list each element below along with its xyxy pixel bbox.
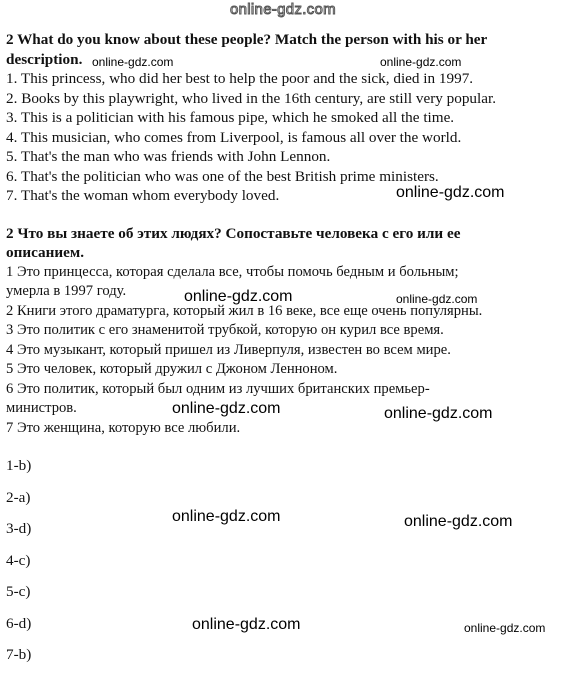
answer-3: 3-d): [6, 520, 32, 537]
russian-line-2: умерла в 1997 году.: [6, 283, 127, 299]
russian-heading-line-1: 2 Что вы знаете об этих людях? Сопоставьте человека с его или ее: [6, 224, 461, 242]
watermark: online-gdz.com: [396, 292, 478, 306]
watermark: online-gdz.com: [396, 184, 505, 201]
watermark: online-gdz.com: [192, 616, 301, 633]
russian-line-8: министров.: [6, 400, 77, 416]
english-heading-line-2: description.: [6, 50, 83, 68]
russian-line-6: 5 Это человек, который дружил с Джоном Ленноном.: [6, 361, 338, 377]
english-item-4: 4. This musician, who comes from Liverpool, is famous all over the world.: [6, 128, 462, 146]
watermark: online-gdz.com: [184, 288, 293, 305]
answer-list: [6, 456, 31, 677]
top-watermark: online-gdz.com: [230, 1, 336, 18]
russian-line-5: 4 Это музыкант, который пришел из Ливерпуля, известен во всем мире.: [6, 341, 451, 358]
english-heading-line-1: 2 What do you know about these people? Match the person with his or her: [6, 31, 488, 48]
russian-line-9: 7 Это женщина, которую все любили.: [6, 419, 241, 436]
answer-7: 7-b): [6, 646, 32, 663]
watermark: online-gdz.com: [384, 405, 493, 422]
watermark: online-gdz.com: [404, 513, 513, 530]
russian-line-7: 6 Это политик, который был одним из лучших британских премьер-: [6, 380, 430, 397]
answer-1: 1-b): [6, 457, 32, 474]
answer-4: 4-c): [6, 551, 31, 569]
watermark: online-gdz.com: [464, 621, 546, 635]
russian-line-3: 2 Книги этого драматурга, который жил в 16 веке, все еще очень популярны.: [6, 302, 483, 319]
russian-heading-line-2: описанием.: [6, 244, 84, 261]
answer-5: 5-c): [6, 583, 31, 600]
watermark: online-gdz.com: [172, 400, 281, 417]
watermark: online-gdz.com: [172, 508, 281, 525]
english-item-3: 3. This is a politician with his famous pipe, which he smoked all the time.: [6, 109, 455, 126]
english-item-6: 6. That's the politician who was one of the best British prime ministers.: [6, 167, 439, 185]
russian-line-1: 1 Это принцесса, которая сделала все, чтобы помочь бедным и больным;: [6, 263, 459, 280]
answer-2: 2-a): [6, 488, 31, 506]
watermark: online-gdz.com: [92, 55, 174, 69]
english-item-7: 7. That's the woman whom everybody loved.: [6, 187, 280, 204]
english-item-2: 2. Books by this playwright, who lived in the 16th century, are still very popular.: [6, 89, 497, 107]
watermark: online-gdz.com: [380, 55, 462, 69]
english-item-1: 1. This princess, who did her best to help the poor and the sick, died in 1997.: [6, 70, 474, 87]
english-item-5: 5. That's the man who was friends with John Lennon.: [6, 148, 331, 165]
exercise-content: [6, 30, 574, 438]
russian-line-4: 3 Это политик с его знаменитой трубкой, которую он курил все время.: [6, 322, 444, 338]
answer-6: 6-d): [6, 614, 32, 632]
